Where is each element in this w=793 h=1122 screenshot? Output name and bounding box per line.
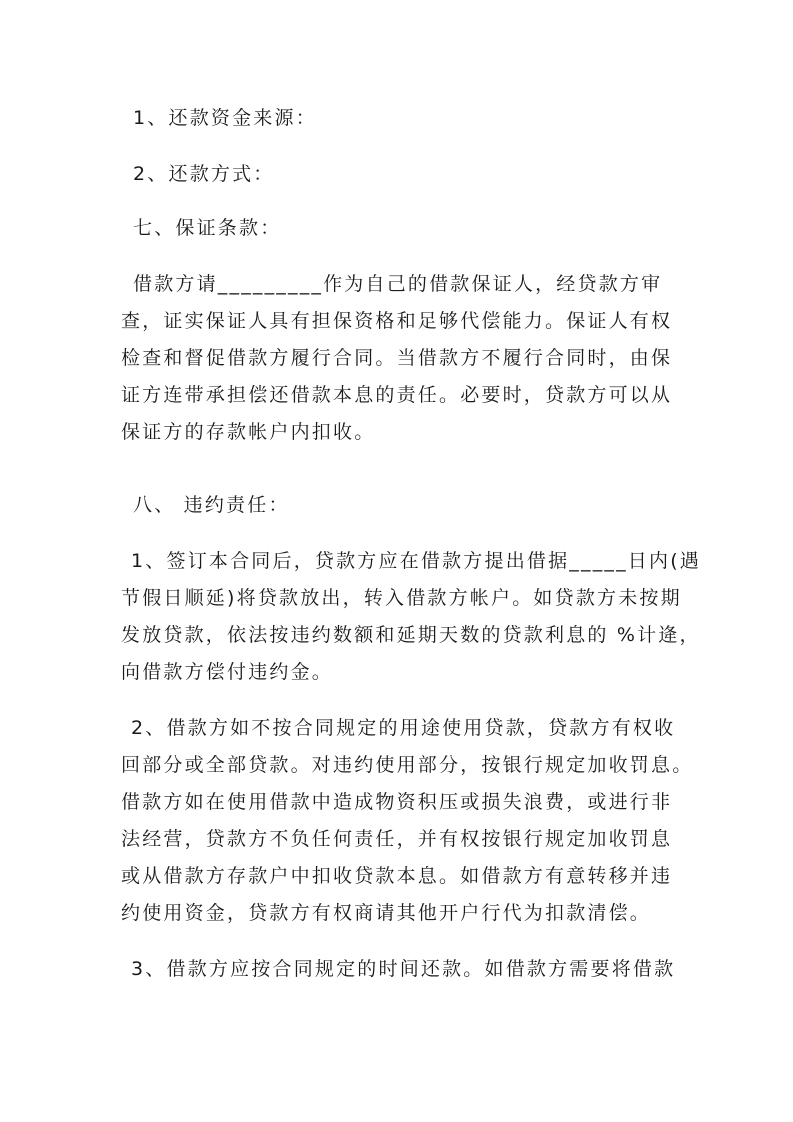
paragraph-line: 回部分或全部贷款。对违约使用部分，按银行规定加收罚息。 (121, 754, 694, 776)
paragraph-line: 向借款方偿付违约金。 (121, 661, 334, 683)
clause-repayment-method: 2、还款方式： (133, 163, 275, 185)
paragraph-line: 借款方如在使用借款中造成物资积压或损失浪费，或进行非 (121, 791, 673, 813)
paragraph-line: 检查和督促借款方履行合同。当借款方不履行合同时，由保 (121, 347, 673, 369)
paragraph-line: 借款方请_________作为自己的借款保证人，经贷款方审 (133, 273, 663, 295)
paragraph-line: 约使用资金，贷款方有权商请其他开户行代为扣款清偿。 (121, 902, 652, 924)
section-heading-breach: 八、 违约责任： (133, 494, 290, 516)
paragraph-line: 或从借款方存款户中扣收贷款本息。如借款方有意转移并违 (121, 865, 673, 887)
paragraph-line: 法经营，贷款方不负任何责任，并有权按银行规定加收罚息 (121, 828, 673, 850)
paragraph-line: 1、签订本合同后，贷款方应在借款方提出借据_____日内(遇 (131, 550, 702, 572)
section-heading-guarantee: 七、保证条款： (133, 217, 282, 239)
paragraph-line: 2、借款方如不按合同规定的用途使用贷款，贷款方有权收 (131, 717, 676, 739)
paragraph-line: 保证方的存款帐户内扣收。 (121, 421, 376, 443)
paragraph-line: 节假日顺延)将贷款放出，转入借款方帐户。如贷款方未按期 (121, 587, 682, 609)
paragraph-line: 3、借款方应按合同规定的时间还款。如借款方需要将借款 (131, 958, 676, 980)
paragraph-line: 证方连带承担偿还借款本息的责任。必要时，贷款方可以从 (121, 384, 673, 406)
paragraph-line: 查，证实保证人具有担保资格和足够代偿能力。保证人有权 (121, 310, 673, 332)
clause-repayment-source: 1、还款资金来源： (133, 107, 317, 129)
paragraph-line: 发放贷款，依法按违约数额和延期天数的贷款利息的 %计逄， (121, 624, 701, 646)
